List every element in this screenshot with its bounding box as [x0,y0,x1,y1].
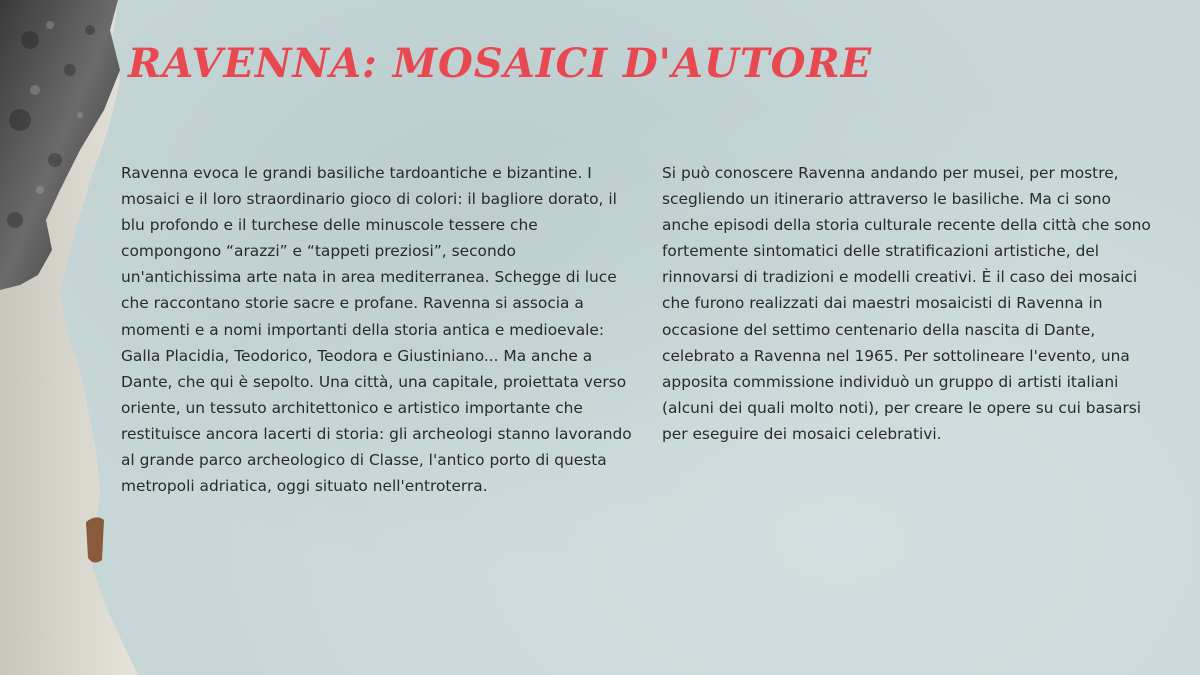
brown-fragment [86,517,104,562]
body-column-left: Ravenna evoca le grandi basiliche tardoantiche e bizantine. I mosaici e il loro straordinario gioco di colori: il bagliore dorato, il blu profondo e il turchese delle minuscole tessere che compongono “arazzi” e “tappeti preziosi”, secondo un'antichissima arte nata in area mediterranea. Schegge di luce che raccontano storie sacre e profane. Ravenna si associa a momenti e a nomi importanti della storia antica e medioevale: Galla Placidia, Teodorico, Teodora e Giustiniano... Ma anche a Dante, che qui è sepolto. Una città, una capitale, proiettata verso oriente, un tessuto architettonico e artistico importante che restituisce ancora lacerti di storia: gli archeologi stanno lavorando al grande parco archeologico di Classe, l'antico porto di questa metropoli adriatica, oggi situato nell'entroterra. [121,164,632,496]
body-column-right: Si può conoscere Ravenna andando per musei, per mostre, scegliendo un itinerario attraverso le basiliche. Ma ci sono anche episodi della storia culturale recente della città che sono fortemente sintomatici delle stratificazioni artistiche, del rinnovarsi di tradizioni e modelli creativi. È il caso dei mosaici che furono realizzati dai maestri mosaicisti di Ravenna in occasione del settimo centenario della nascita di Dante, celebrato a Ravenna nel 1965. Per sottolineare l'evento, una apposita commissione individuò un gruppo di artisti italiani (alcuni dei quali molto noti), per creare le opere su cui basarsi per eseguire dei mosaici celebrativi. [662,164,1151,443]
slide-title: RAVENNA: MOSAICI D'AUTORE [128,40,873,87]
torn-paper-collage [0,0,140,675]
